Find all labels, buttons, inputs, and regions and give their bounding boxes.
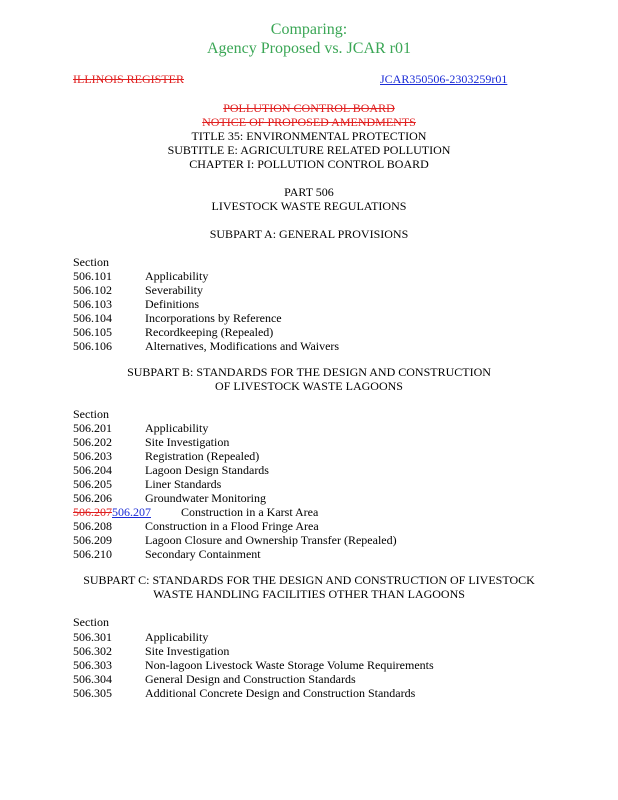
section-label: Section	[73, 615, 109, 629]
notice-amendments-deleted: NOTICE OF PROPOSED AMENDMENTS	[202, 115, 416, 129]
toc-row[interactable]	[73, 311, 282, 325]
section-number: 506.201	[73, 421, 112, 435]
section-number: 506.304	[73, 672, 112, 686]
toc-row[interactable]	[73, 435, 229, 449]
toc-row[interactable]	[73, 421, 208, 435]
subpart-a-heading: SUBPART A: GENERAL PROVISIONS	[209, 227, 409, 241]
section-number: 506.206	[73, 491, 112, 505]
part-name: LIVESTOCK WASTE REGULATIONS	[211, 199, 407, 213]
toc-row[interactable]	[73, 463, 269, 477]
toc-row[interactable]	[73, 658, 434, 672]
subpart-c-heading-line1: SUBPART C: STANDARDS FOR THE DESIGN AND CONSTRUCTION OF LIVESTOCK	[83, 573, 535, 587]
toc-row[interactable]	[73, 533, 397, 547]
section-number: 506.102	[73, 283, 112, 297]
section-number: 506.204	[73, 463, 112, 477]
toc-row-revised[interactable]	[73, 505, 318, 519]
section-title: Construction in a Flood Fringe Area	[145, 519, 319, 533]
section-number: 506.208	[73, 519, 112, 533]
toc-row[interactable]	[73, 686, 415, 700]
section-title: Site Investigation	[145, 644, 230, 658]
toc-row[interactable]	[73, 630, 208, 644]
toc-row[interactable]	[73, 519, 319, 533]
section-title: Secondary Containment	[145, 547, 261, 561]
section-title: Site Investigation	[145, 435, 230, 449]
toc-row[interactable]	[73, 547, 261, 561]
section-number: 506.105	[73, 325, 112, 339]
compare-title-line1: Comparing:	[270, 21, 348, 38]
section-title: Additional Concrete Design and Construction Standards	[145, 686, 416, 700]
toc-row[interactable]	[73, 269, 208, 283]
section-title: Lagoon Closure and Ownership Transfer (Repealed)	[145, 533, 397, 547]
section-title: Non-lagoon Livestock Waste Storage Volume Requirements	[145, 658, 434, 672]
section-number: 506.205	[73, 477, 112, 491]
section-number: 506.106	[73, 339, 112, 353]
section-label: Section	[73, 407, 109, 421]
section-number: 506.210	[73, 547, 112, 561]
title-line: TITLE 35: ENVIRONMENTAL PROTECTION	[191, 129, 427, 143]
toc-row[interactable]	[73, 672, 356, 686]
deleted-section-number: 506.207	[73, 505, 112, 519]
section-title: Alternatives, Modifications and Waivers	[145, 339, 340, 353]
section-number-revised	[73, 505, 181, 519]
toc-row[interactable]	[73, 449, 259, 463]
toc-row[interactable]	[73, 283, 203, 297]
section-number: 506.305	[73, 686, 112, 700]
section-number: 506.103	[73, 297, 112, 311]
notice-board-deleted: POLLUTION CONTROL BOARD	[223, 101, 395, 115]
subpart-b-heading-line1: SUBPART B: STANDARDS FOR THE DESIGN AND CONSTRUCTION	[127, 365, 491, 379]
section-number: 506.202	[73, 435, 112, 449]
section-number: 506.203	[73, 449, 112, 463]
section-title: Severability	[145, 283, 203, 297]
part-number: PART 506	[284, 185, 334, 199]
inserted-section-number: 506.207	[112, 505, 151, 519]
section-number: 506.303	[73, 658, 112, 672]
section-number: 506.209	[73, 533, 112, 547]
toc-row[interactable]	[73, 339, 339, 353]
section-number: 506.104	[73, 311, 112, 325]
section-title: Incorporations by Reference	[145, 311, 282, 325]
section-number: 506.302	[73, 644, 112, 658]
section-title: Applicability	[145, 269, 209, 283]
section-title: Applicability	[145, 421, 209, 435]
section-title: Recordkeeping (Repealed)	[145, 325, 274, 339]
section-label: Section	[73, 255, 109, 269]
compare-title-line2: Agency Proposed vs. JCAR r01	[207, 40, 411, 57]
section-title: Applicability	[145, 630, 209, 644]
subpart-c-heading-line2: WASTE HANDLING FACILITIES OTHER THAN LAGOONS	[153, 587, 465, 601]
toc-row[interactable]	[73, 644, 229, 658]
section-number: 506.101	[73, 269, 112, 283]
section-title: Construction in a Karst Area	[181, 505, 319, 519]
section-title: Registration (Repealed)	[145, 449, 260, 463]
section-title: Liner Standards	[145, 477, 222, 491]
section-title: Definitions	[145, 297, 199, 311]
section-title: Groundwater Monitoring	[145, 491, 266, 505]
subpart-b-heading-line2: OF LIVESTOCK WASTE LAGOONS	[215, 379, 403, 393]
toc-row[interactable]	[73, 325, 273, 339]
toc-row[interactable]	[73, 477, 221, 491]
subtitle-line: SUBTITLE E: AGRICULTURE RELATED POLLUTION	[167, 143, 451, 157]
section-number: 506.301	[73, 630, 112, 644]
section-title: General Design and Construction Standards	[145, 672, 356, 686]
chapter-line: CHAPTER I: POLLUTION CONTROL BOARD	[189, 157, 429, 171]
section-title: Lagoon Design Standards	[145, 463, 269, 477]
toc-row[interactable]	[73, 297, 199, 311]
header-right-main: JCAR350506-2303259r01	[380, 72, 508, 86]
header-right	[380, 72, 507, 87]
toc-row[interactable]	[73, 491, 266, 505]
header-left: ILLINOIS REGISTER	[73, 72, 184, 86]
